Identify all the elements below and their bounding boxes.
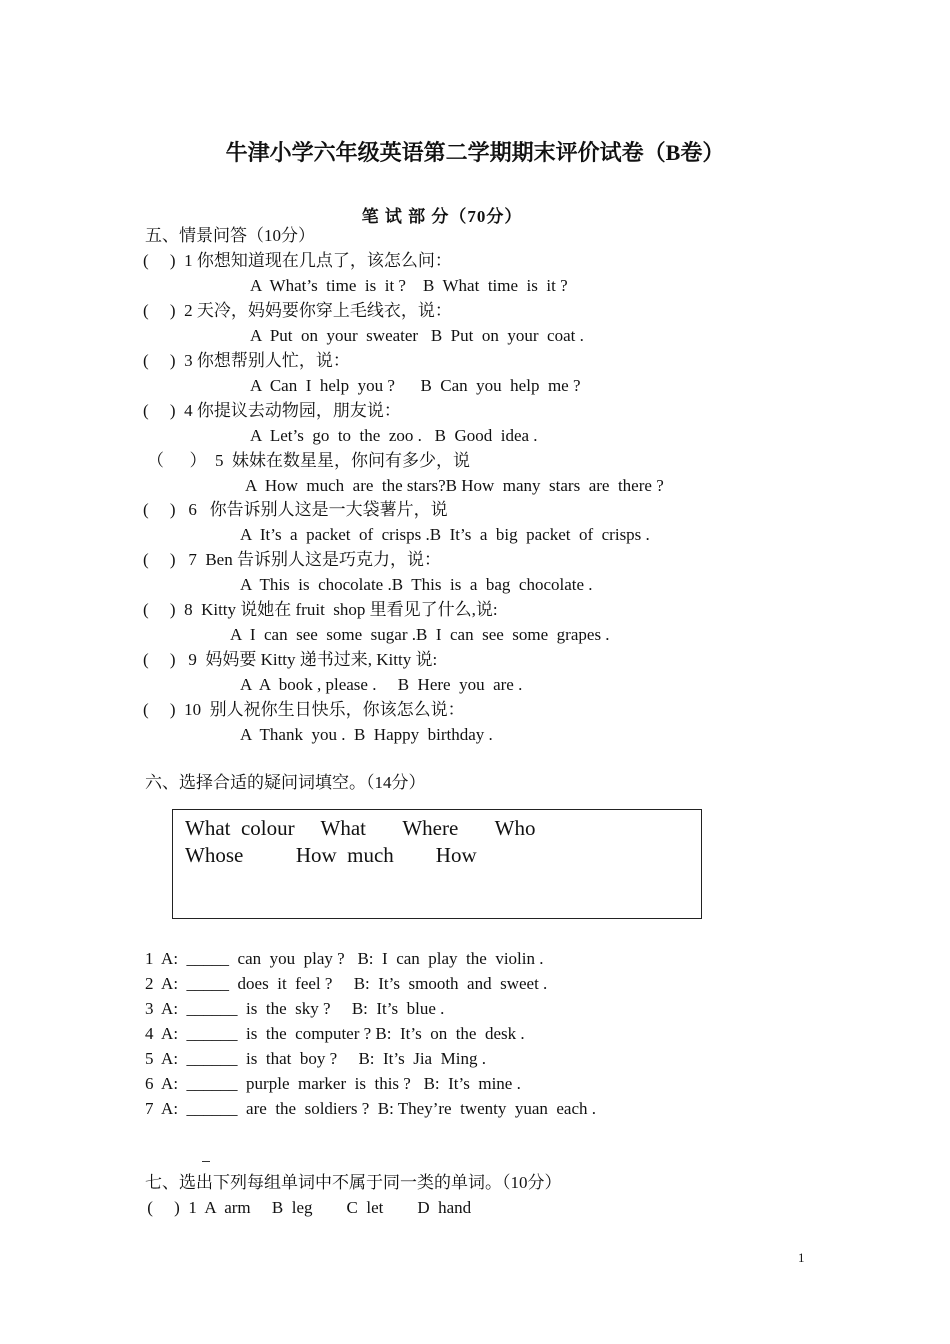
s5-q2-question: ( ) 2 天冷，妈妈要你穿上毛线衣，说： xyxy=(143,301,452,320)
s6-item-1: 1 A: _____ can you play ? B: I can play the violin . xyxy=(145,949,544,968)
s5-q8-question: ( ) 8 Kitty 说她在 fruit shop 里看见了什么,说: xyxy=(143,600,498,619)
s5-q6-options: A It’s a packet of crisps .B It’s a big packet of crisps . xyxy=(240,525,650,544)
word-bank-box xyxy=(172,809,702,919)
s5-q4-options: A Let’s go to the zoo . B Good idea . xyxy=(250,426,538,445)
s6-item-3: 3 A: ______ is the sky ? B: It’s blue . xyxy=(145,999,445,1018)
s6-item-4: 4 A: ______ is the computer ? B: It’s on the desk . xyxy=(145,1024,525,1043)
page-subtitle: 笔 试 部 分（70分） xyxy=(361,207,523,226)
s6-item-2: 2 A: _____ does it feel ? B: It’s smooth and sweet . xyxy=(145,974,548,993)
s5-q7-options: A This is chocolate .B This is a bag chocolate . xyxy=(240,575,593,594)
s5-q5-question: （ ） 5 妹妹在数星星，你问有多少，说 xyxy=(147,451,470,470)
s5-q10-question: ( ) 10 别人祝你生日快乐，你该怎么说： xyxy=(143,700,465,719)
section6-heading: 六、选择合适的疑问词填空。（14分） xyxy=(145,773,426,792)
s5-q3-options: A Can I help you ? B Can you help me ? xyxy=(250,376,581,395)
word-bank-row-1: What colour What Where Who xyxy=(185,816,536,840)
s5-q3-question: ( ) 3 你想帮别人忙，说： xyxy=(143,351,350,370)
section5-heading: 五、情景问答（10分） xyxy=(145,226,315,245)
s5-q5-options: A How much are the stars?B How many stars are there ? xyxy=(245,476,664,495)
page-number: 1 xyxy=(798,1250,805,1265)
s5-q9-options: A A book , please . B Here you are . xyxy=(240,675,523,694)
section7-heading: 七、选出下列每组单词中不属于同一类的单词。（10分） xyxy=(145,1173,562,1192)
s6-item-6: 6 A: ______ purple marker is this ? B: It’s mine . xyxy=(145,1074,521,1093)
s7-item-1: ( ) 1 A arm B leg C let D hand xyxy=(143,1198,472,1217)
s6-item-7: 7 A: ______ are the soldiers ? B: They’re twenty yuan each . xyxy=(145,1099,597,1118)
s5-q1-options: A What’s time is it ? B What time is it ? xyxy=(250,276,568,295)
s5-q6-question: ( ) 6 你告诉别人这是一大袋薯片，说 xyxy=(143,500,448,519)
s6-item-5: 5 A: ______ is that boy ? B: It’s Jia Ming . xyxy=(145,1049,486,1068)
s5-q2-options: A Put on your sweater B Put on your coat . xyxy=(250,326,584,345)
word-bank-row-2: Whose How much How xyxy=(185,843,477,867)
stray-underline-mark xyxy=(202,1161,210,1162)
page-title: 牛津小学六年级英语第二学期期末评价试卷（B卷） xyxy=(225,140,725,165)
s5-q1-question: ( ) 1 你想知道现在几点了，该怎么问： xyxy=(143,251,452,270)
s5-q4-question: ( ) 4 你提议去动物园，朋友说： xyxy=(143,401,401,420)
s5-q10-options: A Thank you . B Happy birthday . xyxy=(240,725,493,744)
s5-q9-question: ( ) 9 妈妈要 Kitty 递书过来, Kitty 说: xyxy=(143,650,438,669)
s5-q8-options: A I can see some sugar .B I can see some grapes . xyxy=(230,625,610,644)
s5-q7-question: ( ) 7 Ben 告诉别人这是巧克力，说： xyxy=(143,550,441,569)
